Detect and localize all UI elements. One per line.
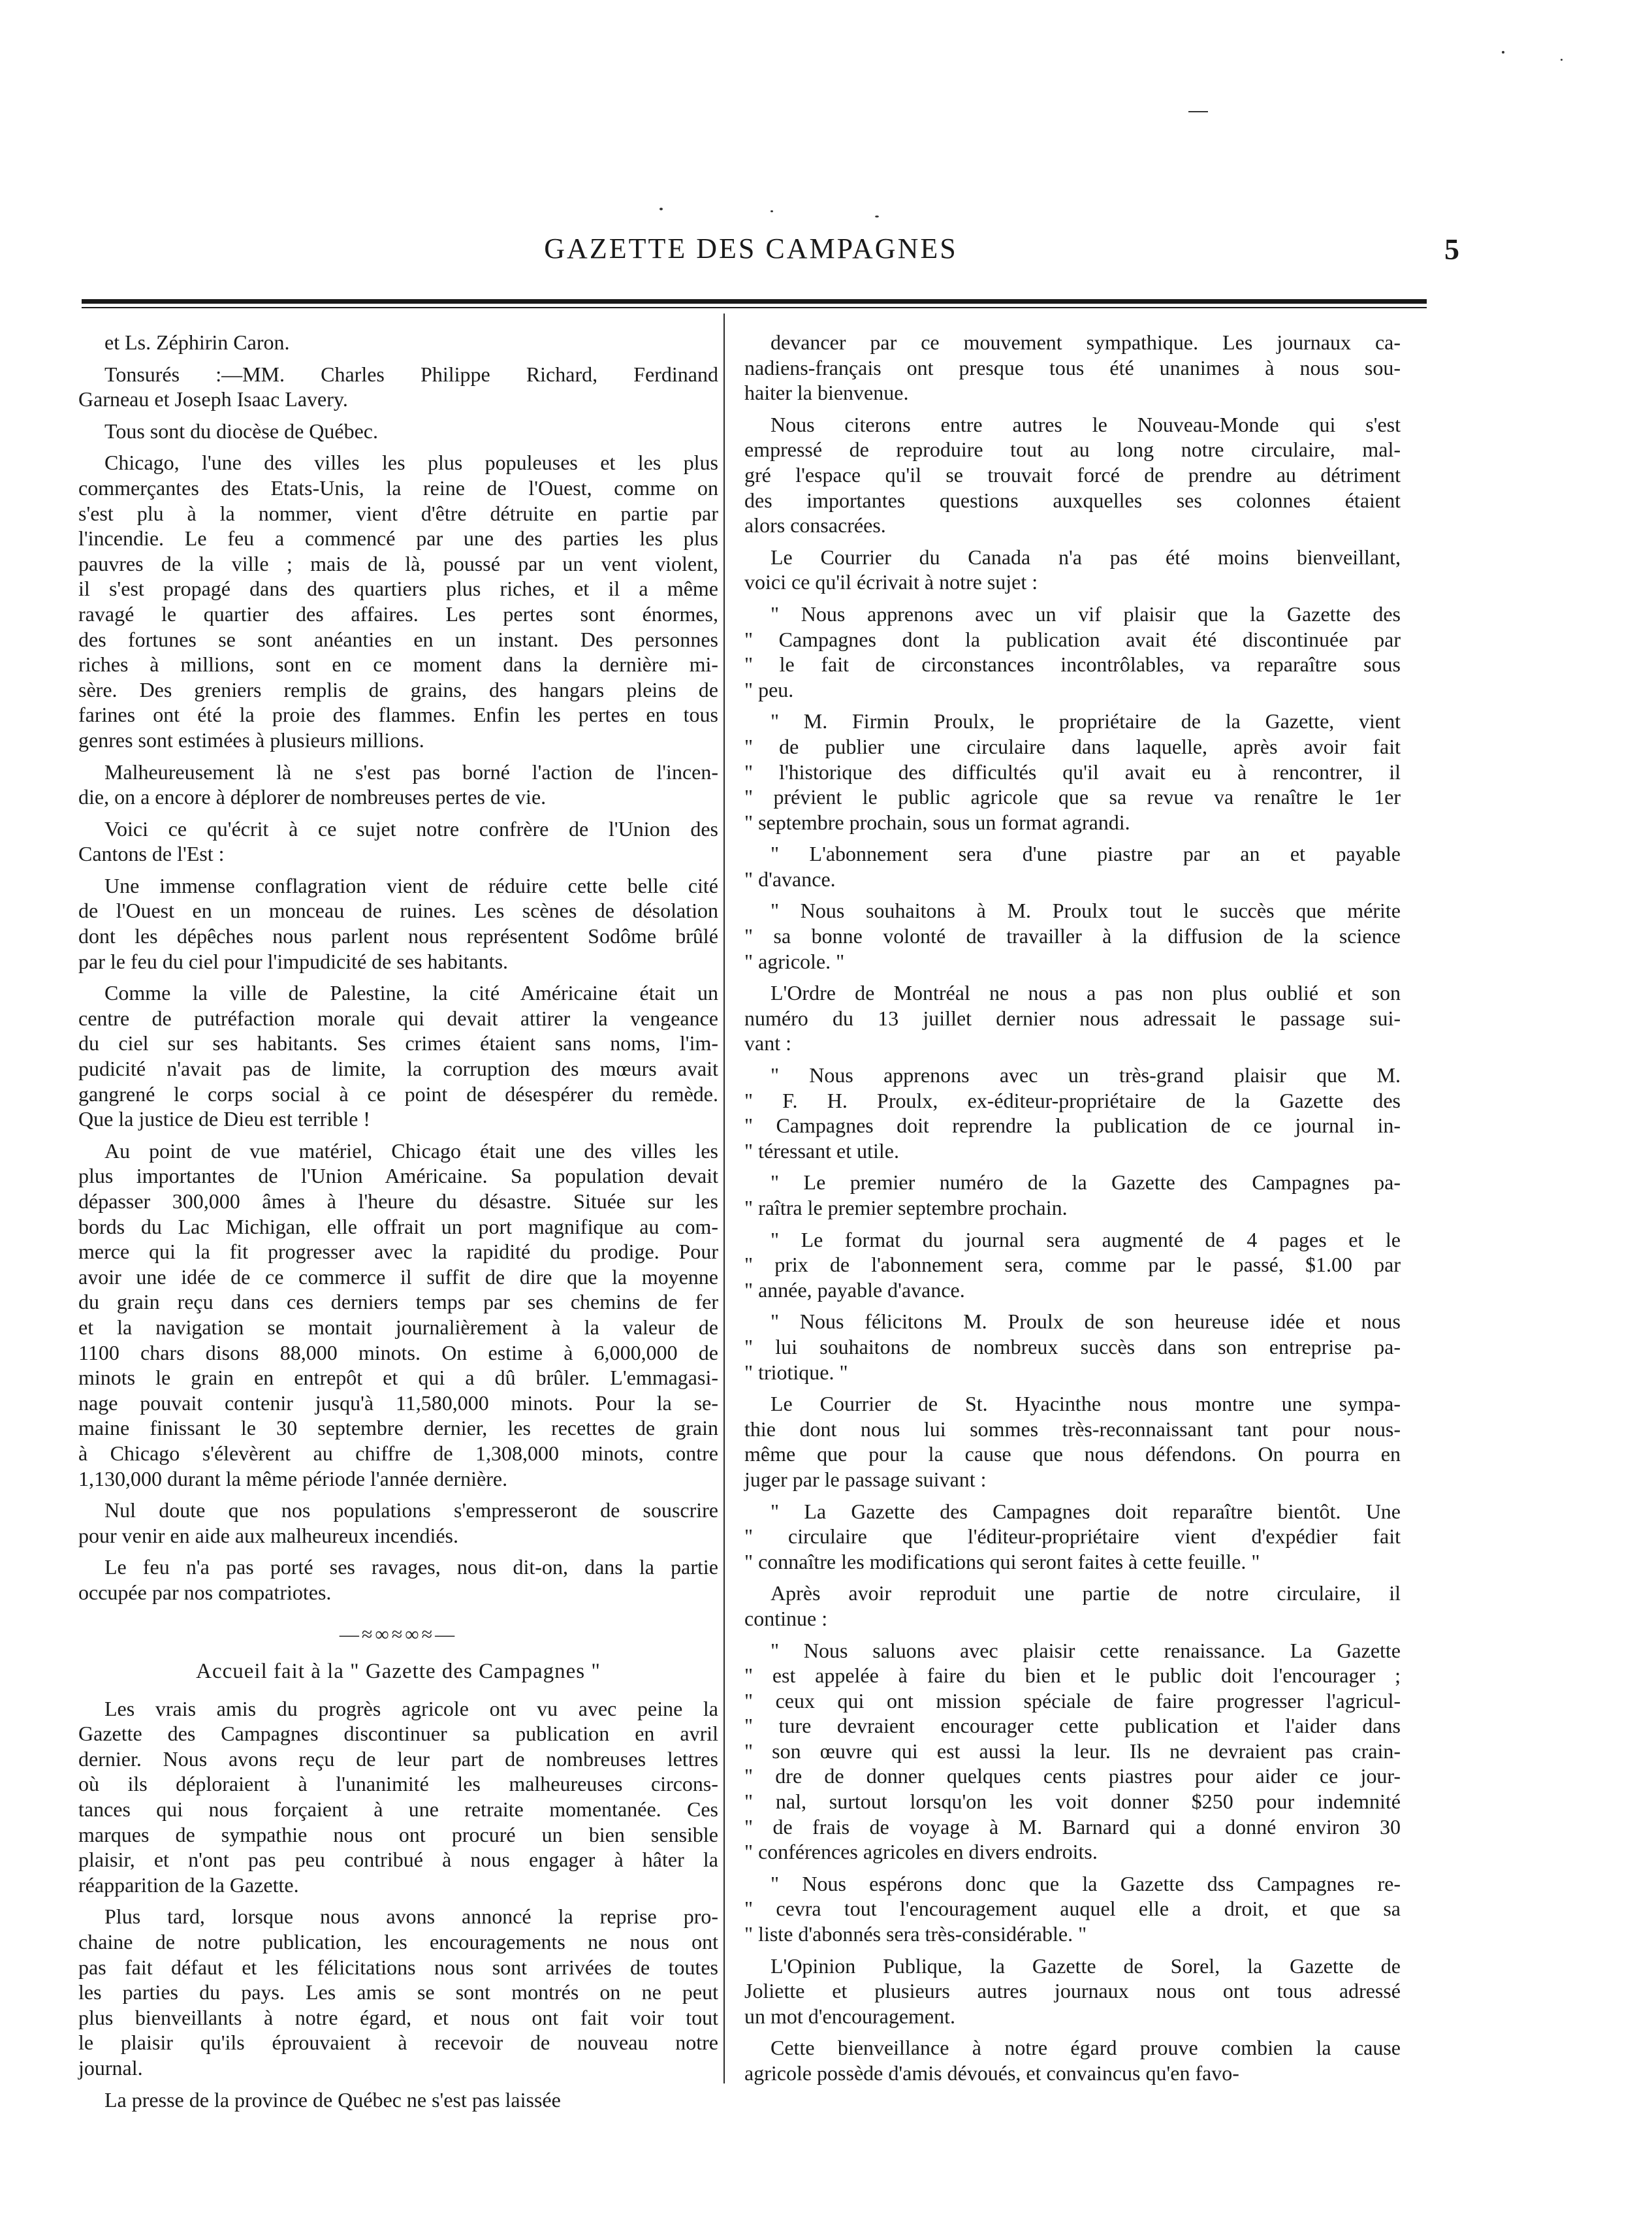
text-line: 1,130,000 durant la même période l'année dernière.: [78, 1466, 508, 1490]
text-line: " La Gazette des Campagnes doit reparaître bientôt. Une: [770, 1499, 1401, 1523]
paragraph: [744, 412, 1401, 538]
text-line: nage pouvait contenir jusqu'à 11,580,000 minots. Pour la se-: [78, 1391, 718, 1415]
text-line: Après avoir reproduit une partie de notre circulaire, il: [770, 1581, 1401, 1605]
paragraph: [744, 1391, 1401, 1492]
text-line: gré l'espace qu'il se trouvait forcé de prendre au détriment: [744, 462, 1401, 487]
text-line: un mot d'encouragement.: [744, 2004, 955, 2028]
text-line: pas fait défaut et les félicitations nous sont arrivées de toutes: [78, 1955, 718, 1979]
text-line: le plaisir qu'ils éprouvaient à recevoir de nouveau notre: [78, 2031, 718, 2055]
text-line: die, on a encore à déplorer de nombreuses pertes de vie.: [78, 785, 547, 809]
text-line: " Campagnes dont la publication avait été discontinuée par: [744, 627, 1401, 651]
text-line: Le Courrier du Canada n'a pas été moins bienveillant,: [770, 545, 1401, 569]
text-line: Nul doute que nos populations s'empresseront de souscrire: [104, 1498, 718, 1522]
text-line: plaisir, et n'ont pas peu contribué à nous engager à hâter la: [78, 1848, 718, 1872]
ornament-divider: —≈∞≈∞≈—: [339, 1623, 458, 1645]
text-line: L'Opinion Publique, la Gazette de Sorel, la Gazette de: [770, 1954, 1401, 1978]
section-heading: Accueil fait à la " Gazette des Campagnes ": [196, 1660, 601, 1684]
text-line: sère. Des greniers remplis de grains, des hangars pleins de: [78, 677, 718, 701]
paragraph: [744, 1170, 1401, 1220]
paragraph: [744, 602, 1401, 702]
text-line: Gazette des Campagnes discontinuer sa publication en avril: [78, 1722, 718, 1746]
text-line: Les vrais amis du progrès agricole ont vu avec peine la: [104, 1696, 718, 1720]
text-line: gangrené le corps social à ce point de désespérer du remède.: [78, 1082, 718, 1106]
text-line: plus importantes de l'Union Américaine. Sa population devait: [78, 1164, 718, 1188]
paragraph: [78, 330, 718, 355]
paragraph: [78, 816, 718, 867]
paragraph: [744, 1581, 1401, 1631]
text-line: ravagé le quartier des affaires. Les pertes sont énormes,: [78, 602, 718, 626]
paragraph: [78, 980, 718, 1132]
text-line: marques de sympathie nous ont procuré un bien sensible: [78, 1822, 718, 1846]
text-line: " année, payable d'avance.: [744, 1278, 965, 1302]
text-line: " peu.: [744, 677, 794, 701]
text-line: " Nous apprenons avec un vif plaisir que la Gazette des: [770, 602, 1401, 626]
text-line: " lui souhaitons de nombreux succès dans son entreprise pa-: [744, 1334, 1401, 1359]
text-line: " son œuvre qui est aussi la leur. Ils ne devraient pas crain-: [744, 1739, 1401, 1763]
text-line: des fortunes se sont anéanties en un instant. Des personnes: [78, 627, 718, 651]
text-line: maine finissant le 30 septembre dernier, les recettes de grain: [78, 1416, 718, 1440]
paragraph: [78, 1498, 718, 1548]
text-line: " raîtra le premier septembre prochain.: [744, 1196, 1068, 1219]
text-line: " est appelée à faire du bien et le public doit l'encourager ;: [744, 1664, 1401, 1688]
text-line: " Nous souhaitons à M. Proulx tout le succès que mérite: [770, 899, 1401, 923]
text-line: " agricole. ": [744, 949, 845, 973]
text-line: pauvres de la ville ; mais de là, poussé par un vent violent,: [78, 551, 718, 575]
text-line: alors consacrées.: [744, 513, 886, 538]
text-line: " F. H. Proulx, ex-éditeur-propriétaire de la Gazette des: [744, 1088, 1401, 1112]
text-line: empressé de reproduire tout au long notre circulaire, mal-: [744, 438, 1401, 462]
text-line: " Campagnes doit reprendre la publication de ce journal in-: [744, 1114, 1401, 1138]
paragraph: [78, 419, 718, 444]
text-line: genres sont estimées à plusieurs millions.: [78, 728, 424, 752]
text-line: vant :: [744, 1031, 791, 1055]
right-column-body: [744, 330, 1401, 2086]
text-line: Chicago, l'une des villes les plus populeuses et les plus: [104, 451, 718, 475]
text-line: thie dont nous lui sommes très-reconnaissant tant pour nous-: [744, 1417, 1401, 1441]
text-line: " Nous apprenons avec un très-grand plaisir que M.: [770, 1063, 1401, 1087]
paragraph: [78, 2087, 718, 2113]
paragraph: [744, 898, 1401, 974]
text-line: merce qui la fit progresser avec la rapidité du prodige. Pour: [78, 1240, 718, 1264]
text-line: minots le grain en entrepôt et qui a dû brûler. L'emmagasi-: [78, 1366, 718, 1390]
text-line: numéro du 13 juillet dernier nous adressait le passage sui-: [744, 1006, 1401, 1030]
page-number: 5: [1444, 233, 1459, 266]
text-line: pour venir en aide aux malheureux incendiés.: [78, 1523, 458, 1547]
text-line: Que la justice de Dieu est terrible !: [78, 1107, 370, 1131]
text-line: " l'historique des difficultés qu'il avait eu à rencontrer, il: [744, 760, 1401, 784]
text-line: " circulaire que l'éditeur-propriétaire vient d'expédier fait: [744, 1524, 1401, 1549]
text-line: plus bienveillants à notre égard, et nous ont fait voir tout: [78, 2005, 718, 2029]
text-line: de l'Ouest en un monceau de ruines. Les scènes de désolation: [78, 899, 718, 923]
text-line: journal.: [78, 2056, 143, 2080]
text-line: commerçantes des Etats-Unis, la reine de l'Ouest, comme on: [78, 475, 718, 500]
paragraph: [78, 873, 718, 974]
text-line: Cette bienveillance à notre égard prouve combien la cause: [770, 2036, 1401, 2060]
paragraph: [78, 1696, 718, 1898]
paragraph: [744, 841, 1401, 892]
text-line: l'incendie. Le feu a commencé par une des parties les plus: [78, 526, 718, 551]
text-line: Joliette et plusieurs autres journaux nous ont tous adressé: [744, 1979, 1401, 2003]
paragraph: [78, 760, 718, 810]
text-line: Nous citerons entre autres le Nouveau-Monde qui s'est: [770, 412, 1401, 436]
text-line: Comme la ville de Palestine, la cité Américaine était un: [104, 981, 718, 1005]
text-line: riches à millions, sont en ce moment dans la dernière mi-: [78, 652, 718, 677]
text-line: " téressant et utile.: [744, 1138, 899, 1163]
text-line: " liste d'abonnés sera très-considérable. ": [744, 1922, 1087, 1946]
text-line: Au point de vue matériel, Chicago était une des villes les: [104, 1138, 718, 1163]
text-line: les parties du pays. Les amis se sont montrés on ne peut: [78, 1980, 718, 2004]
text-line: occupée par nos compatriotes.: [78, 1580, 332, 1604]
text-line: pudicité n'avait pas de limite, la corruption des mœurs avait: [78, 1057, 718, 1081]
text-line: " d'avance.: [744, 867, 836, 891]
page-header: [78, 232, 1459, 271]
text-line: " Nous saluons avec plaisir cette renaissance. La Gazette: [770, 1638, 1401, 1662]
paragraph: [744, 1871, 1401, 1947]
paragraph: [744, 1499, 1401, 1575]
text-line: " ture devraient encourager cette publication et l'aider dans: [744, 1714, 1401, 1738]
text-line: à Chicago s'élevèrent au chiffre de 1,308,000 minots, contre: [78, 1441, 718, 1465]
text-line: " prévient le public agricole que sa revue va renaître le 1er: [744, 785, 1401, 809]
text-line: " L'abonnement sera d'une piastre par an et payable: [770, 842, 1401, 866]
text-line: L'Ordre de Montréal ne nous a pas non plus oublié et son: [770, 981, 1401, 1005]
text-line: " Nous félicitons M. Proulx de son heureuse idée et nous: [770, 1310, 1401, 1334]
text-line: tances qui nous forçaient à une retraite momentanée. Ces: [78, 1797, 718, 1822]
paragraph: [744, 1309, 1401, 1385]
text-line: bords du Lac Michigan, elle offrait un port magnifique au com-: [78, 1214, 718, 1238]
paragraph: [744, 1063, 1401, 1163]
text-line: " septembre prochain, sous un format agrandi.: [744, 810, 1130, 834]
text-line: juger par le passage suivant :: [744, 1467, 987, 1491]
text-line: dépasser 300,000 âmes à l'heure du désastre. Située sur les: [78, 1189, 718, 1213]
paragraph: [744, 1954, 1401, 2029]
text-line: chaine de notre publication, les encouragements ne nous ont: [78, 1930, 718, 1954]
text-line: " dre de donner quelques cents piastres pour aider ce jour-: [744, 1764, 1401, 1788]
text-line: " prix de l'abonnement sera, comme par le passé, $1.00 par: [744, 1253, 1401, 1277]
newspaper-title: GAZETTE DES CAMPAGNES: [544, 233, 958, 265]
text-line: par le feu du ciel pour l'impudicité de ses habitants.: [78, 949, 509, 973]
left-column: [78, 330, 718, 2112]
paragraph: [744, 1638, 1401, 1865]
text-line: Voici ce qu'écrit à ce sujet notre confrère de l'Union des: [104, 816, 718, 841]
paragraph: [744, 330, 1401, 406]
text-line: Malheureusement là ne s'est pas borné l'action de l'incen-: [104, 760, 718, 784]
text-line: Le feu n'a pas porté ses ravages, nous dit-on, dans la partie: [104, 1555, 718, 1579]
paragraph: [744, 1227, 1401, 1303]
text-line: devancer par ce mouvement sympathique. Les journaux ca-: [770, 330, 1401, 354]
paragraph: [744, 2035, 1401, 2085]
text-line: La presse de la province de Québec ne s'est pas laissée: [104, 2087, 561, 2112]
column-divider: [723, 314, 725, 2083]
right-column: [744, 330, 1401, 2086]
text-line: " cevra tout l'encouragement auquel elle a droit, et que sa: [744, 1897, 1401, 1921]
text-line: " Le premier numéro de la Gazette des Campagnes pa-: [770, 1170, 1401, 1195]
text-line: centre de putréfaction morale qui devait attirer la vengeance: [78, 1006, 718, 1030]
header-rule: [82, 299, 1427, 304]
text-line: réapparition de la Gazette.: [78, 1873, 299, 1897]
text-line: du grain reçu dans ces derniers temps par ses chemins de fer: [78, 1290, 718, 1314]
paragraph: [78, 1904, 718, 2080]
text-line: Cantons de l'Est :: [78, 842, 225, 866]
text-line: " de frais de voyage à M. Barnard qui a donné environ 30: [744, 1814, 1401, 1839]
text-line: " M. Firmin Proulx, le propriétaire de la Gazette, vient: [770, 709, 1401, 733]
text-line: " le fait de circonstances incontrôlables, va reparaître sous: [744, 652, 1401, 677]
paragraph: [744, 709, 1401, 835]
text-line: et la navigation se montait journalièrement à la valeur de: [78, 1315, 718, 1339]
text-line: des importantes questions auxquelles ses colonnes étaient: [744, 488, 1401, 512]
text-line: " ceux qui ont mission spéciale de faire progresser l'agricul-: [744, 1688, 1401, 1712]
paragraph: [78, 1138, 718, 1491]
text-line: et Ls. Zéphirin Caron.: [104, 330, 290, 354]
text-line: où ils déploraient à l'unanimité les malheureuses circons-: [78, 1772, 718, 1796]
text-line: " triotique. ": [744, 1360, 848, 1384]
text-line: " Le format du journal sera augmenté de 4 pages et le: [770, 1227, 1401, 1251]
text-line: " Nous espérons donc que la Gazette dss Campagnes re-: [770, 1871, 1401, 1895]
text-line: haiter la bienvenue.: [744, 381, 909, 405]
text-line: Plus tard, lorsque nous avons annoncé la reprise pro-: [104, 1905, 718, 1929]
paragraph: [744, 545, 1401, 595]
text-line: agricole possède d'amis dévoués, et convaincus qu'en favo-: [744, 2061, 1239, 2085]
text-line: Une immense conflagration vient de réduire cette belle cité: [104, 873, 718, 897]
paragraph: [78, 362, 718, 412]
text-line: 1100 chars disons 88,000 minots. On estime à 6,000,000 de: [78, 1340, 718, 1364]
text-line: même que pour la cause que nous défendons. On pourra en: [744, 1442, 1401, 1466]
text-line: il s'est propagé dans des quartiers plus riches, et il a même: [78, 577, 718, 601]
text-line: " nal, surtout lorsqu'on les voit donner $250 pour indemnité: [744, 1790, 1401, 1814]
paragraph: [744, 980, 1401, 1056]
text-line: s'est plu à la nommer, vient d'être détruite en partie par: [78, 501, 718, 525]
text-line: " conférences agricoles en divers endroits.: [744, 1840, 1098, 1864]
text-line: continue :: [744, 1606, 828, 1630]
paragraph: [78, 450, 718, 752]
text-line: Tous sont du diocèse de Québec.: [104, 419, 378, 443]
text-line: " connaître les modifications qui seront faites à cette feuille. ": [744, 1549, 1260, 1573]
text-line: " de publier une circulaire dans laquelle, après avoir fait: [744, 734, 1401, 758]
text-line: farines ont été la proie des flammes. Enfin les pertes en tous: [78, 703, 718, 727]
text-line: avoir une idée de ce commerce il suffit de dire que la moyenne: [78, 1264, 718, 1289]
text-line: nadiens-français ont presque tous été unanimes à nous sou-: [744, 355, 1401, 379]
text-line: dont les dépêches nous parlent nous représentent Sodôme brûlé: [78, 924, 718, 948]
left-column-body: [78, 330, 718, 1605]
left-column-article: [78, 1696, 718, 2113]
text-line: " sa bonne volonté de travailler à la diffusion de la science: [744, 924, 1401, 948]
header-rule-thin: [82, 307, 1427, 308]
text-line: voici ce qu'il écrivait à notre sujet :: [744, 570, 1038, 594]
text-line: Le Courrier de St. Hyacinthe nous montre une sympa-: [770, 1392, 1401, 1416]
paragraph: [78, 1554, 718, 1605]
text-line: Tonsurés :—MM. Charles Philippe Richard, Ferdinand: [104, 362, 718, 386]
text-line: du ciel sur ses habitants. Ses crimes étaient sans noms, l'im-: [78, 1031, 718, 1055]
text-line: Garneau et Joseph Isaac Lavery.: [78, 387, 348, 411]
text-line: dernier. Nous avons reçu de leur part de nombreuses lettres: [78, 1746, 718, 1771]
